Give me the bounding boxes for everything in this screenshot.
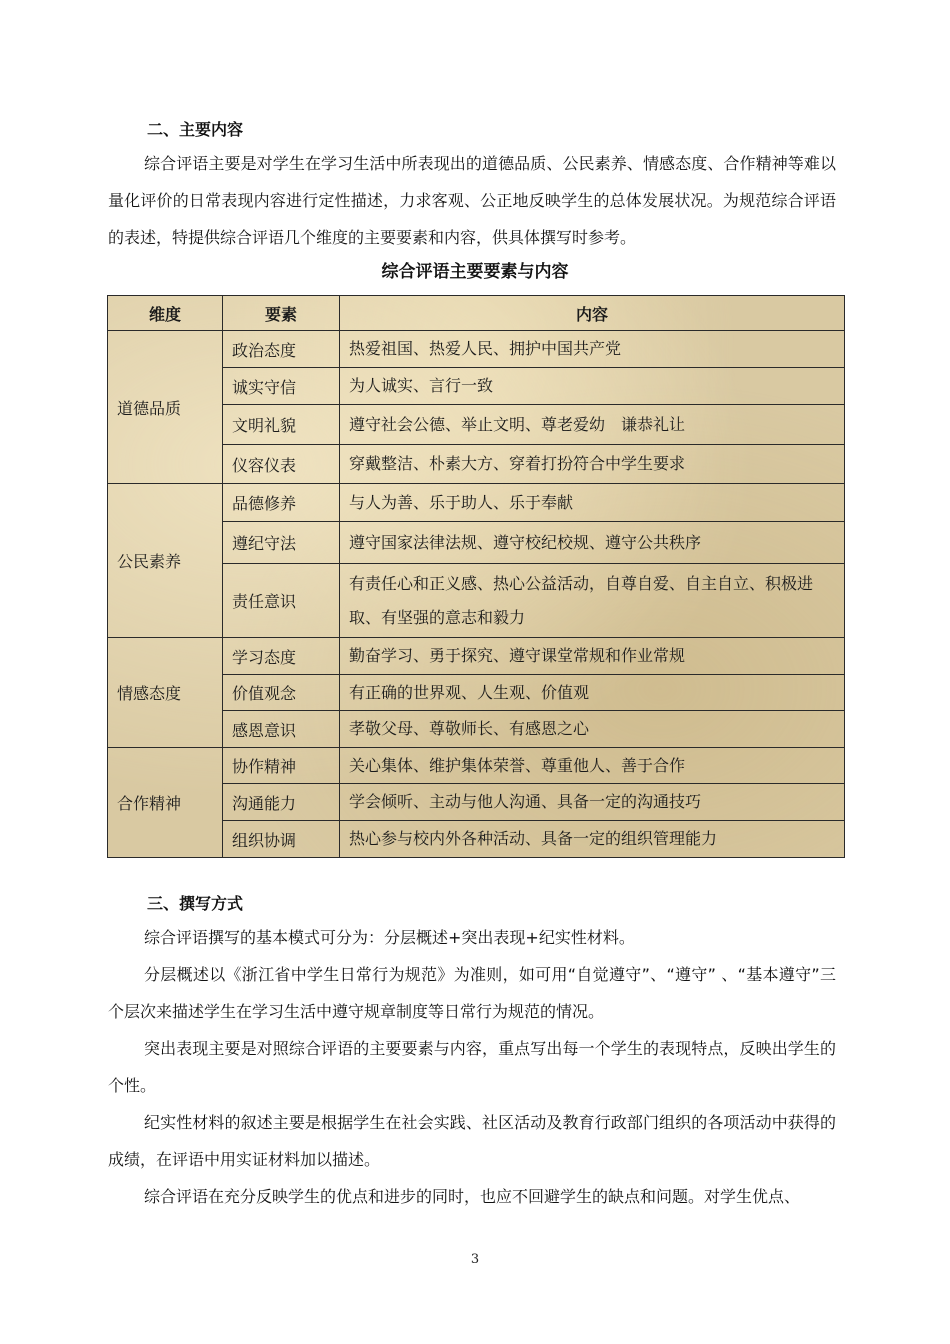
content-cell: 学会倾听、主动与他人沟通、具备一定的沟通技巧 [340,784,845,821]
dimension-cell: 情感态度 [108,638,223,748]
element-cell: 诚实守信 [223,368,340,405]
element-cell: 感恩意识 [223,711,340,748]
element-cell: 沟通能力 [223,784,340,821]
element-cell: 协作精神 [223,748,340,784]
table-row [108,331,845,368]
section3-paragraph-3: 突出表现主要是对照综合评语的主要要素与内容，重点写出每一个学生的表现特点，反映出学生的个性。 [108,1039,836,1095]
content-cell: 穿戴整洁、朴素大方、穿着打扮符合中学生要求 [340,445,845,484]
content-cell: 热心参与校内外各种活动、具备一定的组织管理能力 [340,821,845,858]
elements-table [107,295,845,858]
content-cell: 孝敬父母、尊敬师长、有感恩之心 [340,711,845,748]
section3-paragraph-4: 纪实性材料的叙述主要是根据学生在社会实践、社区活动及教育行政部门组织的各项活动中获得的成绩，在评语中用实证材料加以描述。 [108,1113,836,1169]
content-cell: 与人为善、乐于助人、乐于奉献 [340,484,845,522]
content-cell: 热爱祖国、热爱人民、拥护中国共产党 [340,331,845,368]
element-cell: 品德修养 [223,484,340,522]
header-dimension: 维度 [108,296,223,331]
content-cell: 关心集体、维护集体荣誉、尊重他人、善于合作 [340,748,845,784]
page-number: 3 [470,1252,480,1267]
table-caption: 综合评语主要要素与内容 [381,262,569,282]
element-cell: 遵纪守法 [223,522,340,564]
element-cell: 文明礼貌 [223,405,340,445]
section3-heading: 三、撰写方式 [147,894,244,913]
section3-paragraph-2: 分层概述以《浙江省中学生日常行为规范》为准则，如可用“自觉遵守”、“遵守” 、“基本遵守”三个层次来描述学生在学习生活中遵守规章制度等日常行为规范的情况。 [108,965,836,1021]
content-cell: 勤奋学习、勇于探究、遵守课堂常规和作业常规 [340,638,845,675]
element-cell: 价值观念 [223,675,340,711]
element-cell: 仪容仪表 [223,445,340,484]
content-cell: 遵守社会公德、举止文明、尊老爱幼 谦恭礼让 [340,405,845,445]
dimension-cell: 道德品质 [108,331,223,484]
header-element: 要素 [223,296,340,331]
element-cell: 学习态度 [223,638,340,675]
section2-paragraph: 综合评语主要是对学生在学习生活中所表现出的道德品质、公民素养、情感态度、合作精神等难以量化评价的日常表现内容进行定性描述，力求客观、公正地反映学生的总体发展状况。为规范综合评语的表述，特提供综合评语几个维度的主要要素和内容，供具体撰写时参考。 [108,154,836,247]
element-cell: 组织协调 [223,821,340,858]
content-cell: 有正确的世界观、人生观、价值观 [340,675,845,711]
element-cell: 政治态度 [223,331,340,368]
table-header-row [108,296,845,331]
table-row [108,748,845,784]
content-cell: 遵守国家法律法规、遵守校纪校规、遵守公共秩序 [340,522,845,564]
dimension-cell: 公民素养 [108,484,223,638]
table-row [108,638,845,675]
element-cell: 责任意识 [223,564,340,638]
content-cell: 为人诚实、言行一致 [340,368,845,405]
content-cell: 有责任心和正义感、热心公益活动，自尊自爱、自主自立、积极进取、有坚强的意志和毅力 [340,564,845,638]
header-content: 内容 [340,296,845,331]
dimension-cell: 合作精神 [108,748,223,858]
table-row [108,484,845,522]
section2-heading: 二、主要内容 [147,120,244,139]
section3-paragraph-1: 综合评语撰写的基本模式可分为：分层概述+突出表现+纪实性材料。 [144,928,635,947]
section3-paragraph-5: 综合评语在充分反映学生的优点和进步的同时，也应不回避学生的缺点和问题。对学生优点、 [144,1187,801,1206]
